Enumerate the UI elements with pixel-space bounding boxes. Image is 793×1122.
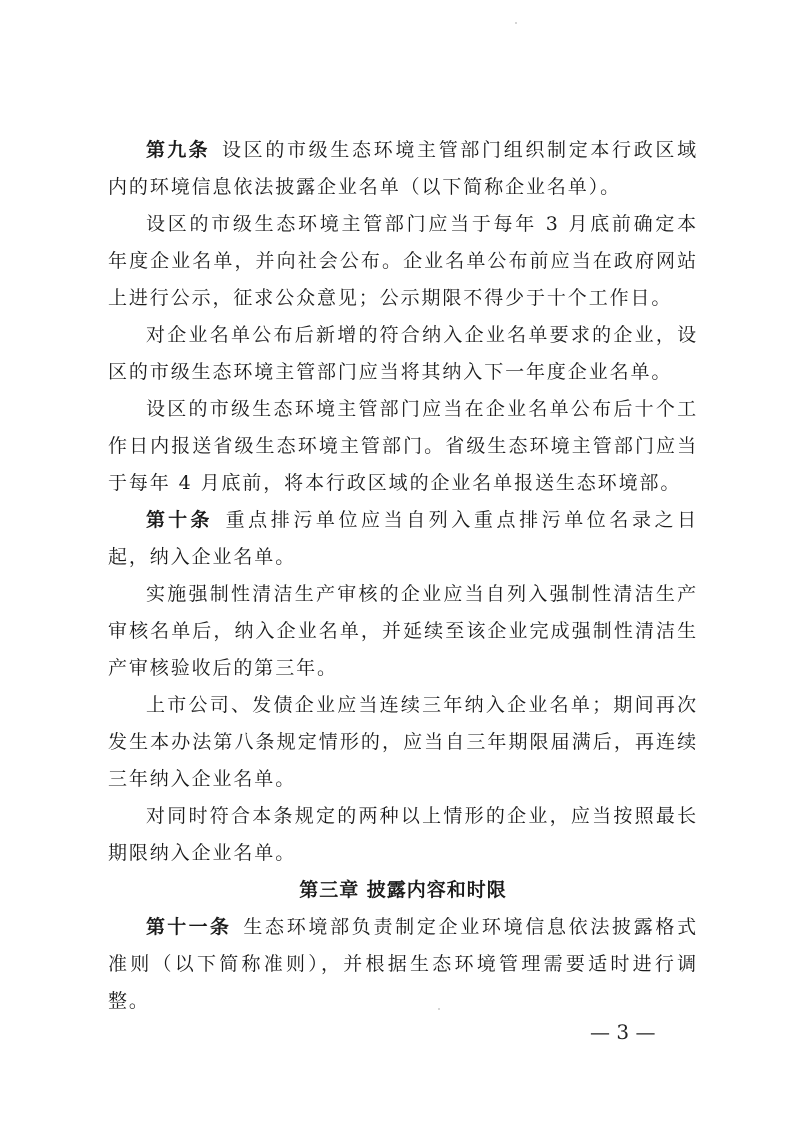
paragraph-text: 实施强制性清洁生产审核的企业应当自列入强制性清洁生产审核名单后，纳入企业名单，并延续至该企业完成强制性清洁生产审核验收后的第三年。 bbox=[108, 583, 698, 679]
article-number: 第九条 bbox=[146, 139, 210, 161]
article-number: 第十条 bbox=[146, 509, 213, 531]
paragraph bbox=[108, 206, 698, 317]
document-body bbox=[108, 132, 698, 1020]
paragraph-text: 对企业名单公布后新增的符合纳入企业名单要求的企业，设区的市级生态环境主管部门应当将其纳入下一年度企业名单。 bbox=[108, 324, 698, 383]
scan-speck bbox=[438, 1008, 440, 1010]
paragraph-article-11 bbox=[108, 909, 698, 1020]
paragraph-article-10 bbox=[108, 502, 698, 576]
article-number: 第十一条 bbox=[146, 916, 232, 938]
scan-speck bbox=[515, 22, 517, 24]
paragraph bbox=[108, 576, 698, 687]
paragraph-text: 设区的市级生态环境主管部门组织制定本行政区域内的环境信息依法披露企业名单（以下简称企业名单）。 bbox=[108, 139, 698, 198]
paragraph-article-9 bbox=[108, 132, 698, 206]
paragraph bbox=[108, 687, 698, 798]
paragraph-text: 重点排污单位应当自列入重点排污单位名录之日起，纳入企业名单。 bbox=[108, 509, 698, 568]
paragraph bbox=[108, 317, 698, 391]
paragraph-text: 设区的市级生态环境主管部门应当于每年 3 月底前确定本年度企业名单，并向社会公布。企业名单公布前应当在政府网站上进行公示，征求公众意见；公示期限不得少于十个工作日。 bbox=[108, 213, 698, 309]
paragraph-text: 上市公司、发债企业应当连续三年纳入企业名单；期间再次发生本办法第八条规定情形的，应当自三年期限届满后，再连续三年纳入企业名单。 bbox=[108, 694, 698, 790]
paragraph bbox=[108, 391, 698, 502]
page-number: — 3 — bbox=[590, 1020, 656, 1044]
chapter-heading: 第三章 披露内容和时限 bbox=[299, 879, 507, 901]
paragraph-text: 生态环境部负责制定企业环境信息依法披露格式准则（以下简称准则），并根据生态环境管理需要适时进行调整。 bbox=[108, 916, 698, 1012]
paragraph-text: 设区的市级生态环境主管部门应当在企业名单公布后十个工作日内报送省级生态环境主管部门。省级生态环境主管部门应当于每年 4 月底前，将本行政区域的企业名单报送生态环境部。 bbox=[108, 398, 698, 494]
paragraph-text: 对同时符合本条规定的两种以上情形的企业，应当按照最长期限纳入企业名单。 bbox=[108, 805, 698, 864]
paragraph bbox=[108, 798, 698, 872]
